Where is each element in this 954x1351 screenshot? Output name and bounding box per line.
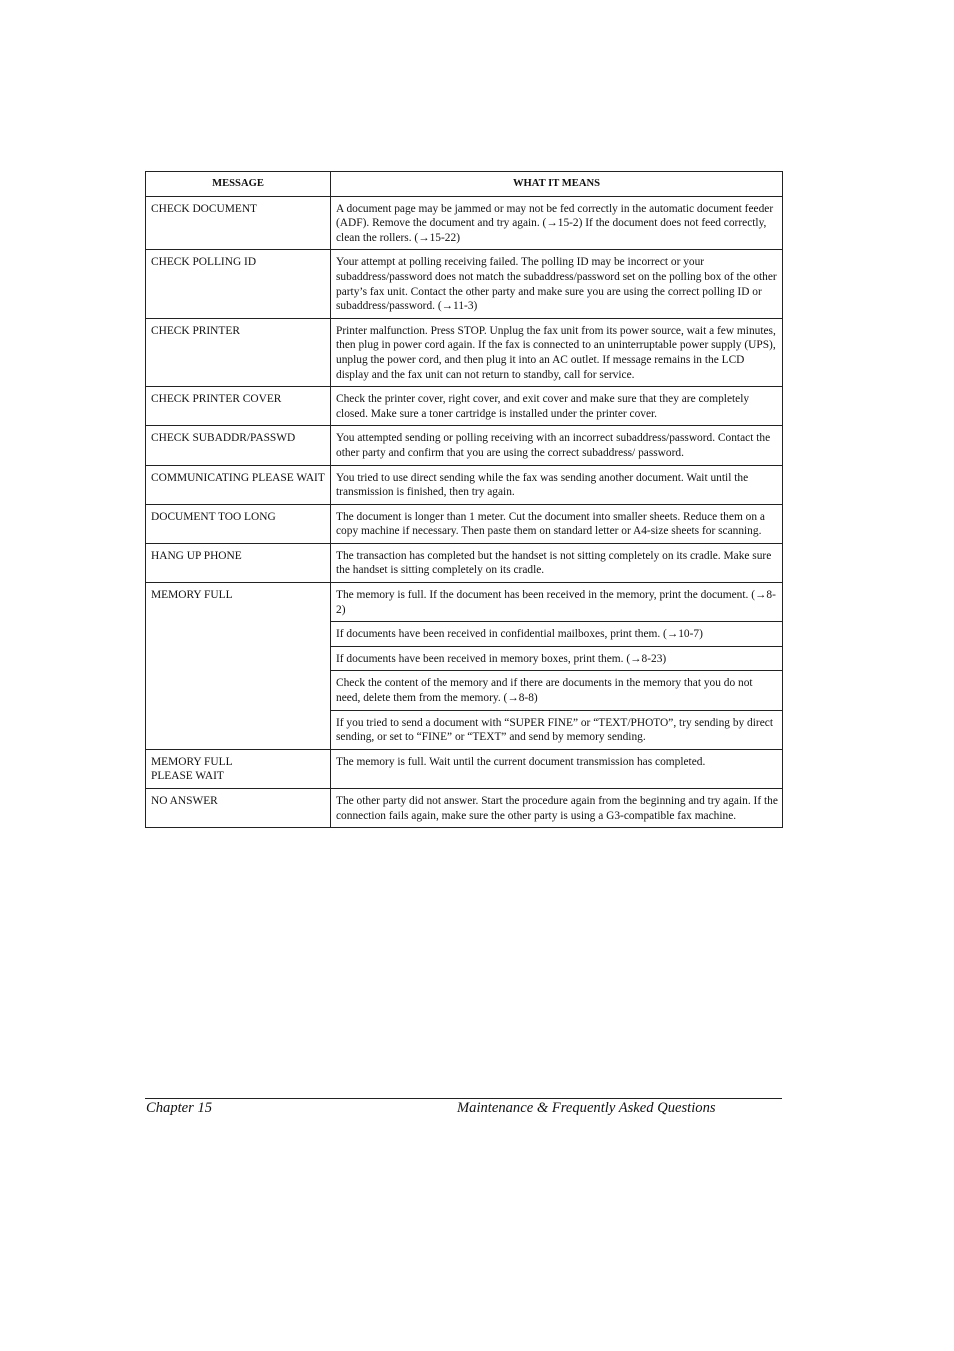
table-row xyxy=(146,789,783,828)
meaning-cell: Printer malfunction. Press STOP. Unplug the fax unit from its power source, wait a few minutes, then plug in power cord again. If the fax is connected to an uninterruptable power supply (UPS), unplug the power cord, and then plug it into an AC outlet. If message remains in the LCD display and the fax unit can not return to standby, call for service. xyxy=(331,318,783,386)
meaning-cell: The other party did not answer. Start the procedure again from the beginning and try again. If the connection fails again, make sure the other party is using a G3-compatible fax machine. xyxy=(331,789,783,828)
table-row xyxy=(146,318,783,386)
table-row xyxy=(146,426,783,465)
table-row xyxy=(146,543,783,582)
footer-section-title: Maintenance & Frequently Asked Questions xyxy=(457,1100,716,1116)
table-row xyxy=(146,196,783,250)
meaning-cell: You tried to use direct sending while the fax was sending another document. Wait until the transmission is finished, then try again. xyxy=(331,465,783,504)
error-message-table xyxy=(145,171,783,828)
message-cell: CHECK DOCUMENT xyxy=(146,196,331,250)
message-cell: MEMORY FULL xyxy=(146,583,331,750)
meaning-cell: If documents have been received in memory boxes, print them. (→8-23) xyxy=(331,646,783,671)
table-header-row xyxy=(146,172,783,197)
column-header-meaning: WHAT IT MEANS xyxy=(331,172,783,197)
meaning-cell: The memory is full. Wait until the current document transmission has completed. xyxy=(331,749,783,788)
meaning-cell: The memory is full. If the document has been received in the memory, print the document. (→8-2) xyxy=(331,583,783,622)
table-row xyxy=(146,465,783,504)
message-cell: HANG UP PHONE xyxy=(146,543,331,582)
table-row xyxy=(146,250,783,318)
table-body xyxy=(146,196,783,828)
meaning-cell: If documents have been received in confidential mailboxes, print them. (→10-7) xyxy=(331,622,783,647)
message-cell: MEMORY FULL PLEASE WAIT xyxy=(146,749,331,788)
meaning-cell: The transaction has completed but the handset is not sitting completely on its cradle. Make sure the handset is sitting completely on its cradle. xyxy=(331,543,783,582)
meaning-cell: A document page may be jammed or may not be fed correctly in the automatic document feeder (ADF). Remove the document and try again. (→15-2) If the document does not feed correctly, clean the rollers. (→15-22) xyxy=(331,196,783,250)
message-cell: CHECK SUBADDR/PASSWD xyxy=(146,426,331,465)
message-cell: CHECK PRINTER xyxy=(146,318,331,386)
message-cell: DOCUMENT TOO LONG xyxy=(146,504,331,543)
footer-chapter: Chapter 15 xyxy=(146,1100,213,1116)
meaning-cell: If you tried to send a document with “SUPER FINE” or “TEXT/PHOTO”, try sending by direct sending, or set to “FINE” or “TEXT” and send by memory sending. xyxy=(331,710,783,749)
meaning-cell: The document is longer than 1 meter. Cut the document into smaller sheets. Reduce them on a copy machine if necessary. Then paste them on standard letter or A4-size sheets for scanning. xyxy=(331,504,783,543)
meaning-cell: Check the printer cover, right cover, and exit cover and make sure that they are completely closed. Make sure a toner cartridge is installed under the printer cover. xyxy=(331,387,783,426)
column-header-message: MESSAGE xyxy=(146,172,331,197)
table-row xyxy=(146,749,783,788)
meaning-cell: Your attempt at polling receiving failed. The polling ID may be incorrect or your subaddress/password does not match the subaddress/password set on the polling box of the other party’s fax unit. Contact the other party and make sure you are using the correct polling ID or subaddress/password. (→11-3) xyxy=(331,250,783,318)
footer-divider xyxy=(145,1098,782,1099)
table-row xyxy=(146,387,783,426)
message-cell: NO ANSWER xyxy=(146,789,331,828)
message-cell: CHECK POLLING ID xyxy=(146,250,331,318)
meaning-cell: You attempted sending or polling receiving with an incorrect subaddress/password. Contact the other party and confirm that you are using the correct subaddress/ password. xyxy=(331,426,783,465)
message-cell: COMMUNICATING PLEASE WAIT xyxy=(146,465,331,504)
message-cell: CHECK PRINTER COVER xyxy=(146,387,331,426)
table-row xyxy=(146,504,783,543)
meaning-cell: Check the content of the memory and if there are documents in the memory that you do not need, delete them from the memory. (→8-8) xyxy=(331,671,783,710)
table-row xyxy=(146,583,783,622)
